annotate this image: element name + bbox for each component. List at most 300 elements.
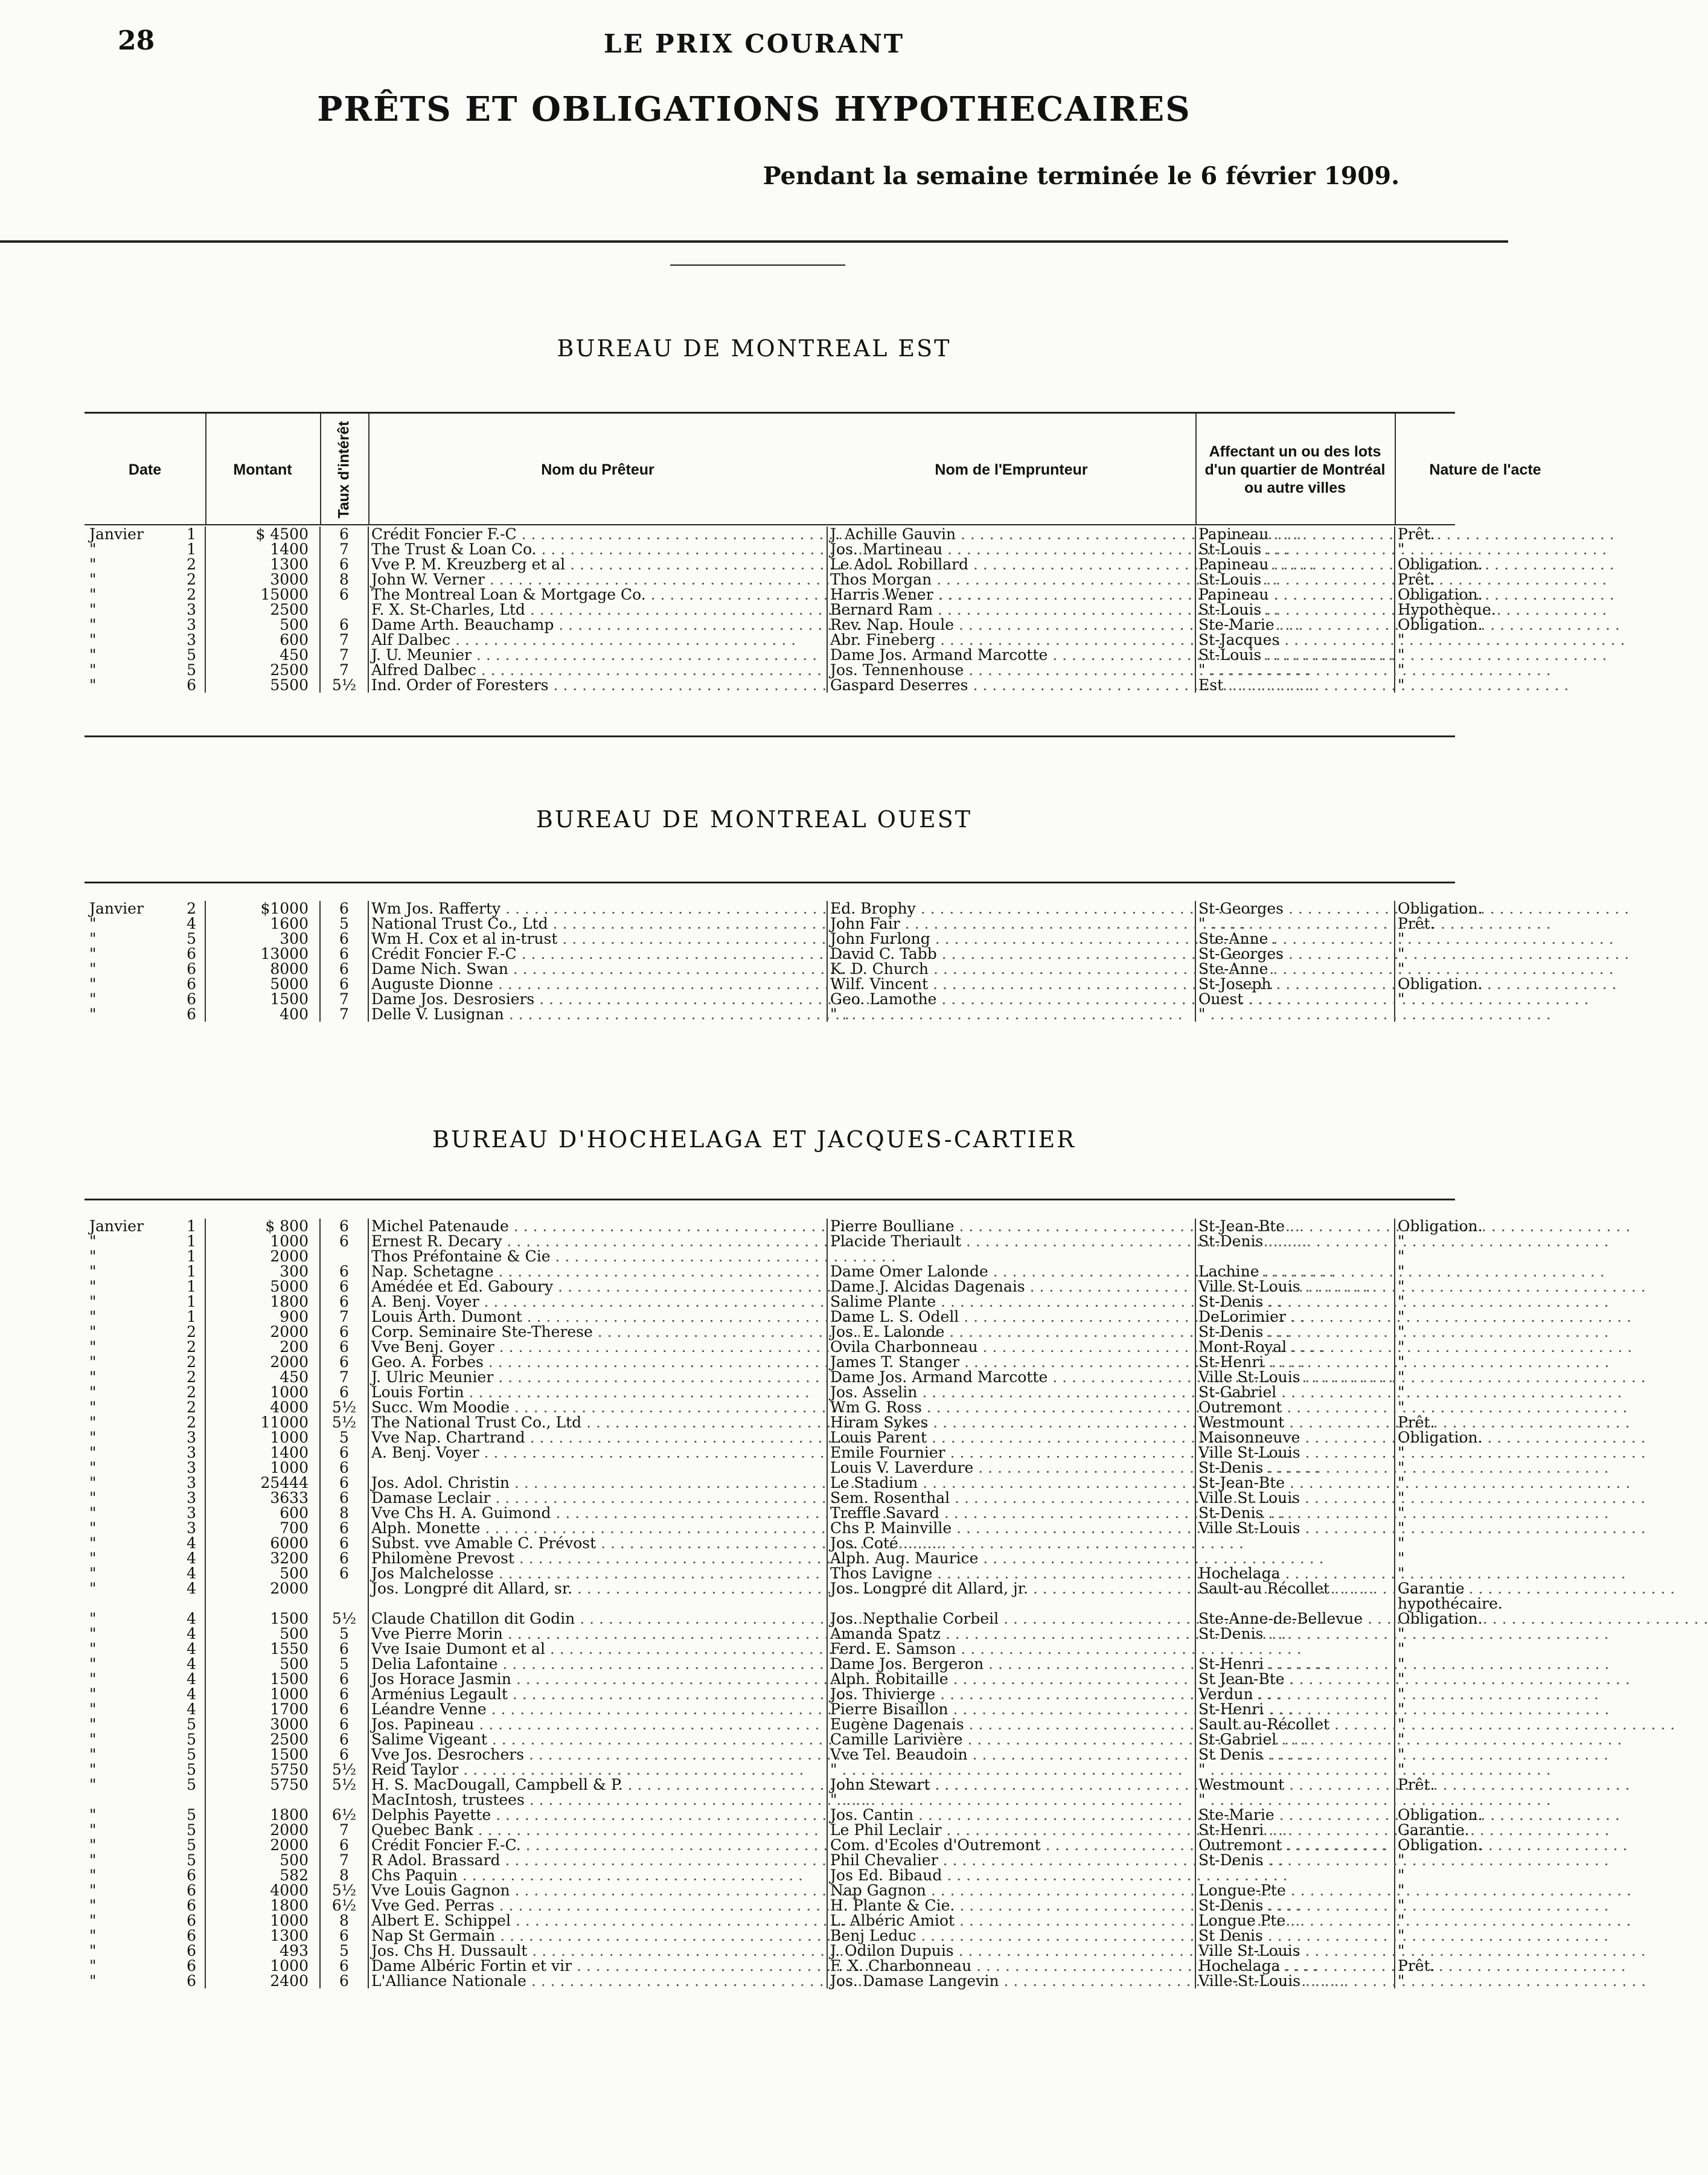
- cell-day: 5: [187, 1776, 196, 1793]
- cell-lots: St-Henri . . .: [1195, 1702, 1395, 1717]
- cell-borrower: Emile Fournier . . .: [827, 1445, 1195, 1460]
- cell-nature: ": [1395, 1883, 1455, 1898]
- cell-rate: [320, 602, 368, 617]
- cell-amount: 1500: [205, 991, 320, 1007]
- cell-nature: ": [1395, 1369, 1455, 1385]
- cell-nature: ": [1395, 1551, 1455, 1566]
- table-row: [85, 1520, 1455, 1536]
- cell-month: ": [89, 1459, 97, 1476]
- cell-rate: 6: [320, 1385, 368, 1400]
- cell-lots: [1195, 1596, 1395, 1611]
- table-row: [85, 1807, 1455, 1822]
- table-row: [85, 1656, 1455, 1671]
- cell-amount: 3200: [205, 1551, 320, 1566]
- section-top-rule: [85, 882, 1455, 883]
- cell-day: 1: [187, 1278, 196, 1295]
- cell-day: 3: [187, 601, 196, 618]
- cell-rate: 7: [320, 542, 368, 557]
- cell-day: 1: [187, 1263, 196, 1280]
- cell-amount: 6000: [205, 1536, 320, 1551]
- cell-month: ": [89, 540, 97, 558]
- cell-borrower: J. Achille Gauvin . . .: [827, 527, 1195, 542]
- cell-amount: 2500: [205, 1732, 320, 1747]
- cell-lender: R Adol. Brassard . . .: [368, 1853, 827, 1868]
- cell-lender: [368, 1596, 827, 1611]
- section-title-montreal-ouest: BUREAU DE MONTREAL OUEST: [536, 806, 973, 833]
- cell-lots: Papineau . . .: [1195, 557, 1395, 572]
- cell-lender: Vve Ged. Perras . . .: [368, 1898, 827, 1913]
- cell-rate: 5: [320, 916, 368, 931]
- section-end-rule: [85, 735, 1455, 737]
- short-rule: [670, 264, 845, 266]
- cell-amount: 500: [205, 1566, 320, 1581]
- cell-lots: St-Denis . . .: [1195, 1505, 1395, 1520]
- cell-day: [151, 1596, 205, 1611]
- cell-rate: 6: [320, 587, 368, 602]
- cell-lender: Nap St Germain . . .: [368, 1928, 827, 1943]
- cell-rate: 8: [320, 1505, 368, 1520]
- cell-lots: Lachine . . .: [1195, 1264, 1395, 1279]
- cell-lots: Ville St-Louis . . .: [1195, 1369, 1395, 1385]
- cell-day: 5: [187, 1836, 196, 1854]
- cell-borrower: Ovila Charbonneau . . .: [827, 1339, 1195, 1354]
- cell-rate: 5½: [320, 1777, 368, 1792]
- cell-amount: 5750: [205, 1762, 320, 1777]
- cell-amount: $ 800: [205, 1219, 320, 1234]
- cell-nature: Prêt.: [1395, 527, 1455, 542]
- table-row: [85, 1264, 1455, 1279]
- cell-borrower: Jos. Tennenhouse . . .: [827, 662, 1195, 677]
- cell-rate: 6: [320, 1294, 368, 1309]
- cell-day: 2: [187, 556, 196, 573]
- cell-lender: Vve Isaie Dumont et al . . .: [368, 1641, 827, 1656]
- cell-lots: " . . .: [1195, 1762, 1395, 1777]
- page-title: PRÊTS ET OBLIGATIONS HYPOTHECAIRES: [317, 89, 1191, 129]
- table-row: [85, 587, 1455, 602]
- cell-borrower: Treffle Savard . . .: [827, 1505, 1195, 1520]
- cell-lender: Dame Arth. Beauchamp . . .: [368, 617, 827, 632]
- cell-lender: Wm H. Cox et al in-trust . . .: [368, 931, 827, 946]
- cell-nature: Prêt.: [1395, 1415, 1455, 1430]
- section-title-montreal-est: BUREAU DE MONTREAL EST: [557, 335, 952, 362]
- cell-lender: Ind. Order of Foresters . . .: [368, 677, 827, 693]
- cell-lender: Alf Dalbec . . .: [368, 632, 827, 647]
- cell-amount: 13000: [205, 946, 320, 961]
- cell-lender: Ernest R. Decary . . .: [368, 1234, 827, 1249]
- cell-month: ": [89, 1005, 97, 1023]
- cell-borrower: Sem. Rosenthal . . .: [827, 1490, 1195, 1505]
- cell-borrower: Pierre Bisaillon . . .: [827, 1702, 1195, 1717]
- cell-rate: 6: [320, 931, 368, 946]
- cell-lots: Verdun . . .: [1195, 1687, 1395, 1702]
- table-row: [85, 901, 1455, 916]
- cell-lots: St-Jean-Bte . . .: [1195, 1219, 1395, 1234]
- table-row: [85, 1702, 1455, 1717]
- cell-day: 5: [187, 930, 196, 947]
- cell-lots: Longue-Pte . . .: [1195, 1883, 1395, 1898]
- cell-nature: ": [1395, 1943, 1455, 1958]
- cell-borrower: Harris Wener . . .: [827, 587, 1195, 602]
- cell-month: ": [89, 945, 97, 963]
- cell-borrower: Hiram Sykes . . .: [827, 1415, 1195, 1430]
- cell-amount: 300: [205, 1264, 320, 1279]
- cell-nature: ": [1395, 1747, 1455, 1762]
- cell-amount: 493: [205, 1943, 320, 1958]
- cell-borrower: James T. Stanger . . .: [827, 1354, 1195, 1369]
- cell-month: ": [89, 601, 97, 618]
- column-divider: [368, 414, 369, 525]
- cell-lots: St-Jacques . . .: [1195, 632, 1395, 647]
- cell-borrower: Jos. E. Lalonde . . .: [827, 1324, 1195, 1339]
- cell-lender: The Montreal Loan & Mortgage Co. . . .: [368, 587, 827, 602]
- cell-lots: St-Louis . . .: [1195, 542, 1395, 557]
- cell-rate: [320, 1596, 368, 1611]
- cell-borrower: Vve Tel. Beaudoin . . .: [827, 1747, 1195, 1762]
- cell-lender: Jos Horace Jasmin . . .: [368, 1671, 827, 1687]
- column-header-montant: Montant: [233, 461, 292, 478]
- table-row: [85, 1234, 1455, 1249]
- cell-amount: 5750: [205, 1777, 320, 1792]
- cell-borrower: Thos Lavigne . . .: [827, 1566, 1195, 1581]
- cell-borrower: Jos. Damase Langevin . . .: [827, 1973, 1195, 1988]
- cell-rate: 6: [320, 1536, 368, 1551]
- cell-lots: Ste-Anne-de-Bellevue . . .: [1195, 1611, 1395, 1626]
- cell-amount: 582: [205, 1868, 320, 1883]
- cell-month: ": [89, 556, 97, 573]
- cell-lots: Outremont . . .: [1195, 1400, 1395, 1415]
- cell-nature: Garantie: [1395, 1581, 1455, 1596]
- cell-lender: Corp. Seminaire Ste-Therese . . .: [368, 1324, 827, 1339]
- cell-rate: 6: [320, 1551, 368, 1566]
- cell-nature: ": [1395, 1445, 1455, 1460]
- cell-nature: ": [1395, 1641, 1455, 1656]
- cell-borrower: David C. Tabb . . .: [827, 946, 1195, 961]
- table-row: [85, 677, 1455, 693]
- cell-nature: ": [1395, 1868, 1455, 1883]
- ledger-table-montreal-ouest: [85, 900, 1483, 1023]
- cell-nature: ": [1395, 1626, 1455, 1641]
- column-header-taux-label: Taux d'intérêt: [336, 420, 353, 519]
- cell-amount: 600: [205, 1505, 320, 1520]
- cell-lender: Quebec Bank . . .: [368, 1822, 827, 1837]
- cell-lots: Papineau . . .: [1195, 527, 1395, 542]
- cell-rate: 6: [320, 1566, 368, 1581]
- cell-day: 1: [187, 1293, 196, 1310]
- cell-nature: ": [1395, 1732, 1455, 1747]
- cell-month: ": [89, 586, 97, 603]
- cell-amount: 1500: [205, 1671, 320, 1687]
- cell-lots: St-Jean-Bte . . .: [1195, 1475, 1395, 1490]
- cell-month: ": [89, 1534, 97, 1552]
- cell-rate: 6: [320, 1732, 368, 1747]
- cell-lender: National Trust Co., Ltd . . .: [368, 916, 827, 931]
- cell-month: ": [89, 1866, 97, 1884]
- cell-lots: St-Henri . . .: [1195, 1822, 1395, 1837]
- cell-month: ": [89, 1353, 97, 1371]
- cell-month: ": [89, 1474, 97, 1491]
- cell-nature: ": [1395, 1687, 1455, 1702]
- cell-borrower: Bernard Ram . . .: [827, 602, 1195, 617]
- cell-lots: St-Gabriel . . .: [1195, 1732, 1395, 1747]
- cell-lots: Longue Pte . . .: [1195, 1913, 1395, 1928]
- cell-lender: Louis Fortin . . .: [368, 1385, 827, 1400]
- cell-nature: Obligation.: [1395, 1837, 1455, 1853]
- cell-month: ": [89, 1715, 97, 1733]
- cell-borrower: Dame J. Alcidas Dagenais . . .: [827, 1279, 1195, 1294]
- cell-lots: Ville St-Louis . . .: [1195, 1279, 1395, 1294]
- cell-rate: 5½: [320, 1762, 368, 1777]
- cell-month: ": [89, 1232, 97, 1250]
- cell-lots: St-Denis . . .: [1195, 1460, 1395, 1475]
- cell-lender: Geo. A. Forbes . . .: [368, 1354, 827, 1369]
- table-row: [85, 1747, 1455, 1762]
- cell-day: 1: [187, 1248, 196, 1265]
- table-row: [85, 1294, 1455, 1309]
- cell-borrower: Ed. Brophy . . .: [827, 901, 1195, 916]
- cell-lots: Est . . .: [1195, 677, 1395, 693]
- cell-lots: Hochelaga . . .: [1195, 1958, 1395, 1973]
- cell-lender: Auguste Dionne . . .: [368, 976, 827, 991]
- cell-rate: 6: [320, 1641, 368, 1656]
- cell-borrower: [827, 1596, 1195, 1611]
- table-row: [85, 1445, 1455, 1460]
- cell-day: 6: [187, 1866, 196, 1884]
- cell-lender: Crédit Foncier F.-C . . .: [368, 946, 827, 961]
- cell-month: ": [89, 1942, 97, 1959]
- page-subtitle: Pendant la semaine terminée le 6 février 1909.: [763, 162, 1399, 190]
- cell-borrower: Jos. Nepthalie Corbeil . . .: [827, 1611, 1195, 1626]
- cell-nature: ": [1395, 1898, 1455, 1913]
- cell-lender: A. Benj. Voyer . . .: [368, 1294, 827, 1309]
- cell-borrower: John Fair . . .: [827, 916, 1195, 931]
- cell-day: 2: [187, 586, 196, 603]
- cell-lender: Vve Louis Gagnon . . .: [368, 1883, 827, 1898]
- cell-amount: 3000: [205, 1717, 320, 1732]
- cell-month: ": [89, 1293, 97, 1310]
- cell-lender: Vve Benj. Goyer . . .: [368, 1339, 827, 1354]
- cell-day: 1: [187, 1232, 196, 1250]
- cell-day: 2: [187, 571, 196, 588]
- cell-borrower: Abr. Fineberg . . .: [827, 632, 1195, 647]
- cell-amount: 1600: [205, 916, 320, 931]
- cell-lender: John W. Verner . . .: [368, 572, 827, 587]
- cell-rate: 7: [320, 1369, 368, 1385]
- cell-month: ": [89, 990, 97, 1008]
- cell-rate: 6: [320, 1460, 368, 1475]
- cell-month: ": [89, 616, 97, 633]
- cell-lender: Vve P. M. Kreuzberg et al . . .: [368, 557, 827, 572]
- cell-lots: St-Louis . . .: [1195, 647, 1395, 662]
- column-header-affectant: Affectant un ou des lots d'un quartier de Montréal ou autre villes: [1204, 443, 1386, 496]
- cell-amount: 1550: [205, 1641, 320, 1656]
- cell-day: 3: [187, 631, 196, 649]
- table-row: [85, 1777, 1455, 1792]
- cell-lots: St-Denis . . .: [1195, 1898, 1395, 1913]
- ledger-table-hochelaga: [85, 1217, 1503, 1990]
- table-row: [85, 1490, 1455, 1505]
- cell-borrower: Benj Leduc . . .: [827, 1928, 1195, 1943]
- cell-amount: 2000: [205, 1324, 320, 1339]
- cell-day: 1: [187, 525, 196, 543]
- cell-month: ": [89, 676, 97, 694]
- cell-rate: 5: [320, 1943, 368, 1958]
- cell-amount: 400: [205, 1007, 320, 1022]
- cell-month: ": [89, 646, 97, 664]
- cell-amount: 1000: [205, 1430, 320, 1445]
- cell-month: ": [89, 1429, 97, 1446]
- cell-amount: 1300: [205, 1928, 320, 1943]
- cell-rate: 7: [320, 991, 368, 1007]
- table-row: [85, 1792, 1455, 1807]
- cell-day: 1: [187, 1217, 196, 1235]
- cell-lender: Léandre Venne . . .: [368, 1702, 827, 1717]
- cell-nature: Obligation.: [1395, 1430, 1455, 1445]
- table-row: [85, 1309, 1455, 1324]
- table-row: [85, 916, 1455, 931]
- cell-rate: 6: [320, 1671, 368, 1687]
- cell-lots: St-Denis . . .: [1195, 1294, 1395, 1309]
- cell-day: 5: [187, 1731, 196, 1748]
- cell-day: 6: [187, 1972, 196, 1990]
- table-row: [85, 976, 1455, 991]
- cell-lender: A. Benj. Voyer . . .: [368, 1445, 827, 1460]
- cell-rate: 7: [320, 632, 368, 647]
- cell-amount: 2000: [205, 1581, 320, 1596]
- cell-amount: 1300: [205, 557, 320, 572]
- cell-day: 4: [187, 1534, 196, 1552]
- table-row: [85, 1822, 1455, 1837]
- cell-borrower: Jos Ed. Bibaud . . .: [827, 1868, 1195, 1883]
- cell-lots: St-Denis . . .: [1195, 1234, 1395, 1249]
- cell-lots: Ste-Marie . . .: [1195, 1807, 1395, 1822]
- cell-rate: 7: [320, 662, 368, 677]
- cell-lender: Jos. Longpré dit Allard, sr. . . .: [368, 1581, 827, 1596]
- cell-lender: Delle V. Lusignan . . .: [368, 1007, 827, 1022]
- cell-lender: Louis Arth. Dumont . . .: [368, 1309, 827, 1324]
- cell-nature: ": [1395, 1762, 1455, 1777]
- cell-lots: Sault au-Récollet . . .: [1195, 1717, 1395, 1732]
- cell-month: ": [89, 1368, 97, 1386]
- cell-month: [85, 1792, 151, 1807]
- table-row: [85, 632, 1455, 647]
- table-row: [85, 946, 1455, 961]
- cell-rate: 6: [320, 1264, 368, 1279]
- cell-borrower: Amanda Spatz . . .: [827, 1626, 1195, 1641]
- cell-month: ": [89, 1685, 97, 1703]
- cell-rate: 6: [320, 1702, 368, 1717]
- header-rule: [0, 240, 1508, 243]
- cell-day: 6: [187, 1897, 196, 1914]
- cell-amount: 11000: [205, 1415, 320, 1430]
- cell-rate: 6: [320, 1717, 368, 1732]
- cell-nature: ": [1395, 1294, 1455, 1309]
- cell-rate: 6: [320, 1747, 368, 1762]
- cell-amount: 5000: [205, 1279, 320, 1294]
- cell-day: 6: [187, 990, 196, 1008]
- cell-nature: Garantie.: [1395, 1822, 1455, 1837]
- cell-nature: ": [1395, 1385, 1455, 1400]
- cell-day: 4: [187, 1685, 196, 1703]
- cell-lender: Reid Taylor . . .: [368, 1762, 827, 1777]
- cell-lender: Arménius Legault . . .: [368, 1687, 827, 1702]
- cell-borrower: Nap Gagnon . . .: [827, 1883, 1195, 1898]
- cell-amount: 1500: [205, 1611, 320, 1626]
- table-row: [85, 1596, 1455, 1611]
- column-divider: [205, 414, 206, 525]
- cell-lots: St Denis . . .: [1195, 1928, 1395, 1943]
- cell-rate: 6: [320, 617, 368, 632]
- cell-lender: Alfred Dalbec . . .: [368, 662, 827, 677]
- cell-borrower: " . . .: [827, 1007, 1195, 1022]
- cell-borrower: " . . .: [827, 1792, 1195, 1807]
- cell-rate: 6: [320, 946, 368, 961]
- cell-month: [85, 1596, 151, 1611]
- table-row: [85, 1868, 1455, 1883]
- cell-lender: Vve Jos. Desrochers . . .: [368, 1747, 827, 1762]
- cell-month: ": [89, 1655, 97, 1673]
- cell-lots: Mont-Royal . . .: [1195, 1339, 1395, 1354]
- cell-lender: Jos Malchelosse . . .: [368, 1566, 827, 1581]
- cell-nature: ": [1395, 1339, 1455, 1354]
- cell-month: ": [89, 1776, 97, 1793]
- cell-rate: 7: [320, 1007, 368, 1022]
- cell-rate: [320, 1249, 368, 1264]
- cell-month: ": [89, 1640, 97, 1658]
- cell-borrower: Jos. Thivierge . . .: [827, 1687, 1195, 1702]
- cell-lots: St Jean-Bte . . .: [1195, 1671, 1395, 1687]
- cell-lender: Succ. Wm Moodie . . .: [368, 1400, 827, 1415]
- cell-amount: 1400: [205, 542, 320, 557]
- cell-lender: L'Alliance Nationale . . .: [368, 1973, 827, 1988]
- cell-lender: Alph. Monette . . .: [368, 1520, 827, 1536]
- cell-amount: 1000: [205, 1958, 320, 1973]
- cell-rate: 6: [320, 1687, 368, 1702]
- cell-nature: Prêt.: [1395, 916, 1455, 931]
- table-row: [85, 1762, 1455, 1777]
- cell-borrower: L. Albéric Amiot . . .: [827, 1913, 1195, 1928]
- cell-month: Janvier: [89, 525, 144, 543]
- table-row: [85, 1717, 1455, 1732]
- cell-rate: 6: [320, 1339, 368, 1354]
- cell-amount: 2000: [205, 1837, 320, 1853]
- cell-rate: 6: [320, 1520, 368, 1536]
- section-title-hochelaga: BUREAU D'HOCHELAGA ET JACQUES-CARTIER: [432, 1126, 1076, 1153]
- table-row: [85, 1339, 1455, 1354]
- cell-month: ": [89, 1821, 97, 1839]
- cell-rate: 6: [320, 1219, 368, 1234]
- cell-day: 6: [187, 1957, 196, 1975]
- cell-month: ": [89, 1580, 97, 1597]
- table-row: [85, 1943, 1455, 1958]
- cell-lots: St-Louis . . .: [1195, 572, 1395, 587]
- cell-lender: Dame Jos. Desrosiers . . .: [368, 991, 827, 1007]
- cell-month: ": [89, 975, 97, 993]
- cell-day: 1: [187, 540, 196, 558]
- cell-lender: Nap. Schetagne . . .: [368, 1264, 827, 1279]
- cell-amount: 8000: [205, 961, 320, 976]
- table-row: [85, 1369, 1455, 1385]
- cell-lender: Jos. Chs H. Dussault . . .: [368, 1943, 827, 1958]
- cell-amount: 15000: [205, 587, 320, 602]
- cell-lots: Ouest . . .: [1195, 991, 1395, 1007]
- cell-borrower: " . . .: [827, 1762, 1195, 1777]
- cell-month: ": [89, 1806, 97, 1824]
- cell-amount: 5500: [205, 677, 320, 693]
- cell-borrower: Ferd. E. Samson . . .: [827, 1641, 1195, 1656]
- cell-day: 2: [187, 1368, 196, 1386]
- cell-amount: 4000: [205, 1883, 320, 1898]
- cell-lots: St Denis . . .: [1195, 1747, 1395, 1762]
